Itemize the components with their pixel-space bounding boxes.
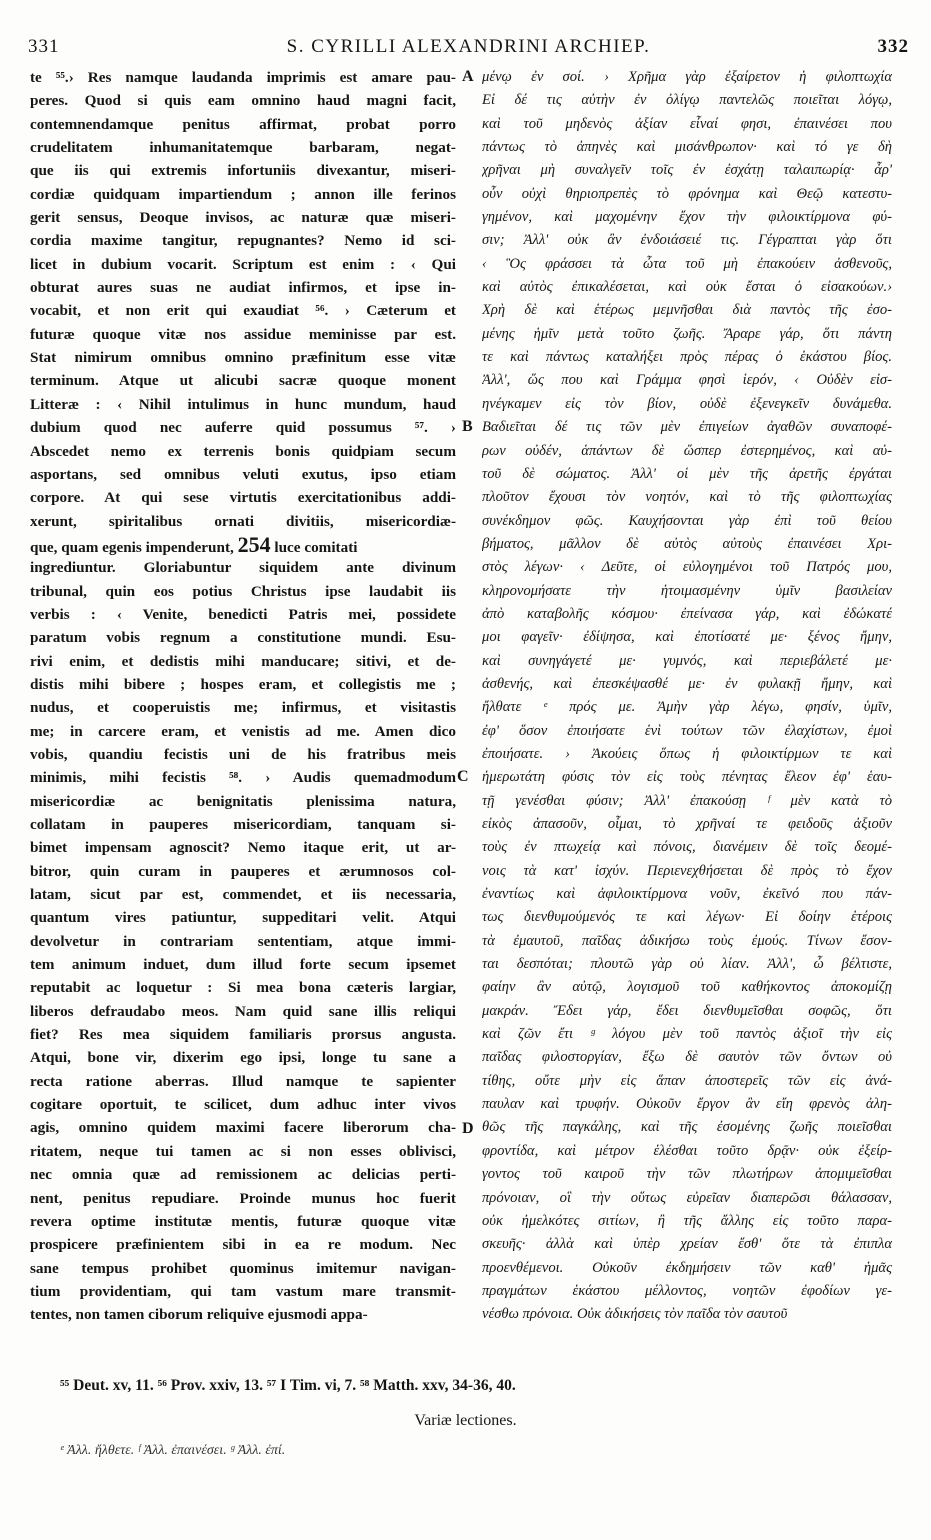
text-line: corpore. At qui sese virtutis exercitationibus addi- [30, 489, 456, 507]
text-line: tium providentiam, qui tam vastum mare transmit- [30, 1282, 456, 1300]
text-line: dubium quod nec auferre quid possumus ⁵⁷. › [30, 419, 456, 437]
text-line: rivi enim, et dedistis mihi manducare; sitivi, et de- [30, 652, 456, 670]
text-line: ἤλθατε ᵉ πρός με. Ἀμὴν γὰρ λέγω, φησίν, ὑμῖν, [482, 699, 892, 716]
text-line: que iis qui extremis infortuniis divexantur, miseri- [30, 162, 456, 180]
text-line: collatam in pauperes misericordiam, tanquam si- [30, 816, 456, 833]
text-line: reputabit ac loquetur : Si mea bona cæteris largiar, [30, 979, 456, 997]
page-number-left: 331 [28, 36, 60, 57]
text-line: bitror, quin curam in pauperes et ærumnosos col- [30, 862, 456, 880]
text-line: τίθης, οὔτε μὴν εἰς ἅπαν ἀποστερεῖς τῶν εἰς ἀνά- [482, 1072, 892, 1089]
text-line: Εἰ δέ τις αὐτὴν ἐν ὀλίγῳ παντελῶς ποιεῖται λόγῳ, [482, 92, 892, 109]
text-line: τοῦ δὲ σώματος. Ἀλλ' οἱ μὲν τῆς ἀρετῆς ἐργάται [482, 465, 892, 482]
text-line: καὶ τοῦ μηδενὸς ἀξίαν εἶναί φησι, ἐπαινέσει που [482, 115, 892, 132]
text-line: peres. Quod si quis eam omnino haud magni facit, [30, 92, 456, 110]
text-line: crudelitatem inhumanitatemque barbaram, negat- [30, 139, 456, 157]
text-line: παῖδας φιλοστοργίαν, ἔξω δὲ σαυτὸν τῶν ὄντων οὐ [482, 1049, 892, 1066]
line-text: que, quam egenis impenderunt, [30, 538, 234, 556]
text-line: τὰ ἐμαυτοῦ, παῖδας ἀδικήσω τοὺς ἐμούς. Τίνων ἔσον- [482, 932, 892, 949]
text-line: verbis : ‹ Venite, benedicti Patris mei, possidete [30, 605, 456, 623]
text-line: γημένον, καὶ μαχομένην ἔχον τὴν φιλοικτίρμονα φύ- [482, 209, 892, 226]
text-line: Abscedet nemo ex terrenis bonis quidpiam secum [30, 442, 456, 460]
text-line: τῇ γενέσθαι φύσιν; Ἀλλ' ἐπακούσῃ ᶠ μὲν κατὰ τὸ [482, 792, 892, 809]
text-line: devolvetur in contrariam sententiam, atque immi- [30, 932, 456, 950]
text-line: φροντίδα, καὶ μέτρον ἑλέσθαι τοῦτο δρᾷν· οὐκ ἐξείρ- [482, 1142, 892, 1159]
text-line: καὶ αὐτὸς ἐπικαλέσεται, καὶ οὐκ ἔσται ὁ εἰσακούων.› [482, 279, 892, 296]
text-line: ηνέγκαμεν εἰς τὸν βίον, οὐδὲ ἐξενεγκεῖν δυνάμεθα. [482, 395, 892, 412]
text-line: μοι φαγεῖν· ἐδίψησα, καὶ ἐποτίσατέ με· ξένος ἤμην, [482, 629, 892, 646]
margin-marker-b: B [462, 418, 473, 435]
text-line: nec omnia quæ ad remissionem ac delicias perti- [30, 1166, 456, 1184]
variae-lectiones-title: Variæ lectiones. [414, 1412, 517, 1429]
footnotes: ⁵⁵ Deut. xv, 11. ⁵⁶ Prov. xxiv, 13. ⁵⁷ I Tim. vi, 7. ⁵⁸ Matth. xxv, 34-36, 40. [60, 1377, 516, 1394]
text-line: liberos defraudabo meos. Nam quid sane illis reliqui [30, 1002, 456, 1020]
text-line: tem animum induet, dum illud forte secum ipsemet [30, 956, 456, 974]
text-line: revera optime institutæ mentis, futuræ quoque vitæ [30, 1212, 456, 1230]
text-line: agis, omnino quidem maximi facere liberorum cha- [30, 1119, 456, 1137]
text-line: νέσθω πρόνοια. Οὐκ ἀδικήσεις τὸν παῖδα τὸν σαυτοῦ [482, 1306, 788, 1323]
text-line: μένης ἡμῖν μετὰ τοῦτο ζωῆς. Ἄραρε γάρ, ὅτι πάντη [482, 325, 892, 342]
text-line: κληρονομήσατε τὴν ἡτοιμασμένην ὑμῖν βασιλείαν [482, 582, 892, 599]
text-line: θῶς τῆς παγκάλης, καὶ τῆς ἐσομένης ζωῆς ποιεῖσθαι [482, 1119, 892, 1136]
text-line: ται δεσπόται; πλουτῶ γὰρ οὐ λίαν. Ἀλλ', ὦ βέλτιστε, [482, 956, 892, 973]
text-line: tentes, non tamen ciborum reliquive ejusmodi appa- [30, 1306, 368, 1324]
text-line: gerit sensus, Deoque invisos, ac naturæ quæ miseri- [30, 209, 456, 227]
text-line: fiet? Res mea siquidem familiaris prorsus angusta. [30, 1026, 456, 1044]
text-line: me; in carcere eram, et venistis ad me. Amen dico [30, 722, 456, 740]
text-line: contemnendamque penitus affirmat, probat porro [30, 115, 456, 133]
text-line: vobis, quandiu fecistis uni de his fratribus meis [30, 745, 456, 763]
line-text-tail: luce comitati [274, 538, 358, 556]
text-line: ἀπὸ καταβολῆς κόσμου· ἐπείνασα γάρ, καὶ ἐδώκατέ [482, 605, 892, 622]
text-line: Βαδιεῖται δέ τις τῶν μὲν ἐπιγείων ἀγαθῶν συναποφέ- [482, 419, 892, 436]
text-line: στὸς λέγων· ‹ Δεῦτε, οἱ εὐλογημένοι τοῦ Πατρός μου, [482, 559, 892, 576]
variae-lectiones: ᵉ Ἀλλ. ἤλθετε. ᶠ Ἀλλ. ἐπαινέσει. ᵍ Ἀλλ. ἐπί. [60, 1443, 286, 1458]
text-line: πάντως τὸ ἀπηνὲς καὶ μισάνθρωπον· καὶ τό γε δὴ [482, 139, 892, 156]
page-number-right: 332 [877, 36, 909, 57]
text-line: πλοῦτον ἔχουσι τὸν νοητόν, καὶ τὸ τῆς φιλοπτωχίας [482, 489, 892, 506]
text-line: ἀσθενής, καὶ ἐπεσκέψασθέ με· ἐν φυλακῇ ἤμην, καὶ [482, 675, 892, 692]
text-line: nudus, et cooperuistis me; infirmus, et visitastis [30, 699, 456, 717]
text-line: τε καὶ πάντως καταλήξει πρὸς πέρας ὁ ἑκάστου βίος. [482, 349, 892, 366]
text-line: nent, penitus repudiare. Proinde munus hoc fuerit [30, 1189, 456, 1207]
text-line: minimis, mihi fecistis ⁵⁸. › Audis quemadmodum [30, 769, 456, 787]
text-line: cordia maxime tangitur, repugnantes? Nemo id sci- [30, 232, 456, 250]
greek-column [482, 66, 892, 1327]
text-line: μακράν. Ἔδει γάρ, ἔδει διενθυμεῖσθαι σοφῶς, ὅτι [482, 1002, 892, 1019]
text-line: προενθέμενοι. Οὐκοῦν ἐκδημήσειν τῶν καθ' ἡμᾶς [482, 1259, 892, 1276]
text-line: Stat nimirum omnibus omnino præfinitum esse vitæ [30, 349, 456, 367]
text-line: obturat aures suas ne audiat infirmos, et ipse in- [30, 279, 456, 297]
text-line: quantum vires patiuntur, suppeditari velit. Atqui [30, 909, 456, 927]
text-line: ἐποιήσατε. › Ἀκούεις ὅπως ἡ φιλοικτίρμων τε καὶ [482, 745, 892, 762]
text-line: sane tempus prohibet quominus imitemur navigan- [30, 1259, 456, 1277]
text-line: paratum vobis regnum a constitutione mundi. Esu- [30, 629, 456, 647]
text-line: σιν; Ἀλλ' οὐκ ἂν ἐνδοιάσειέ τις. Γέγραπται γὰρ ὅτι [482, 232, 892, 249]
margin-marker-d: D [462, 1120, 474, 1137]
text-line: ritatem, neque tui tamen ac si non esses oblivisci, [30, 1142, 456, 1160]
text-line: πρόνοιαν, οἳ τὴν οὕτως εὐρεῖαν διαπερῶσι θάλασσαν, [482, 1189, 892, 1206]
text-line: ingrediuntur. Gloriabuntur siquidem ante divinum [30, 559, 456, 577]
text-line: ἐναντίως καὶ ἀφιλοικτίρμονα νοῦν, ἐκεῖνό που πάν- [482, 886, 892, 903]
text-line: Χρὴ δὲ καὶ ἑτέρως μεμνῆσθαι διὰ παντὸς τῆς ἐσο- [482, 302, 892, 319]
text-line: πραγμάτων ἑκάστου μέλλοντος, νοητῶν ἐφοδίων γε- [482, 1282, 892, 1299]
text-line: εἰκὸς ἁπασοῦν, οἶμαι, τὸ χρῆναί τε φειδοῦς ἀξιοῦν [482, 816, 892, 832]
text-line: recta ratione aberras. Illud namque te sapienter [30, 1072, 456, 1090]
text-line: vocabit, et non erit qui exaudiat ⁵⁶. › Cæterum et [30, 302, 456, 320]
text-line: καὶ ζῶν ἔτι ᵍ λόγου μὲν τοῦ παντὸς ἀξιοῖ τὴν εἰς [482, 1026, 892, 1043]
text-line: asportans, sed omnibus veluti exutus, ipso etiam [30, 465, 456, 483]
text-line: τοὺς ἐν πτωχείᾳ καὶ πόνοις, διανέμειν δὲ τοῖς δεομέ- [482, 839, 892, 856]
text-line: χρῆναι μὴ συναλγεῖν τοῖς ἐν ἐσχάτῃ ταλαιπωρίᾳ· ἆρ' [482, 162, 892, 179]
text-line: τως διενθυμούμενός τε καὶ λέγων· Εἰ δοίην ἑτέροις [482, 909, 892, 926]
text-line: prospicere præfinientem sibi in ea re modum. Nec [30, 1236, 456, 1254]
text-line: latam, sicut par est, commendet, et iis necessaria, [30, 886, 456, 904]
text-line: ‹ Ὃς φράσσει τὰ ὦτα τοῦ μὴ ἐπακούειν ἀσθενοῦς, [482, 255, 892, 272]
text-line: παυλαν καὶ τρυφήν. Οὐκοῦν ἔργον ἂν εἴη φρενὸς ἀλη- [482, 1096, 892, 1113]
text-line: μένῳ ἐν σοί. › Χρῆμα γὰρ ἐξαίρετον ἡ φιλοπτωχία [482, 69, 892, 85]
text-line: distis mihi bibere ; hospes eram, et collegistis me ; [30, 675, 456, 693]
text-line: licet in dubium vocarit. Scriptum est enim : ‹ Qui [30, 255, 456, 273]
text-line: Atqui, bone vir, dixerim ego ipsi, longe tu sane a [30, 1049, 456, 1067]
text-line: cordiæ quidquam impartiendum ; annon ille ferinos [30, 185, 456, 203]
text-line: xerunt, spiritalibus ornati divitiis, misericordiæ- [30, 512, 456, 530]
text-line: σκευῆς· ἀλλὰ καὶ ὑπὲρ χρείαν ἔσθ' ὅτε τὰ ἐπιπλα [482, 1236, 892, 1253]
running-header [28, 36, 909, 64]
margin-marker-c: C [457, 768, 469, 785]
text-line: συνέκδημον φῶς. Καυχήσονται γὰρ ἐπὶ τοῦ θείου [482, 512, 892, 529]
text-line: tribunal, quin eos potius Christus ipse laudabit iis [30, 582, 456, 600]
text-line: ἐφ' ὅσον ἐποιήσατε ἑνὶ τούτων τῶν ἐλαχίστων, ἐμοὶ [482, 722, 892, 739]
text-line: νοις τὰ κατ' ἰσχύν. Περιενεχθήσεται δὲ πρὸς τὸ ἔχον [482, 862, 892, 879]
text-line: cogitare oportuit, te scilicet, dum adhuc inter vivos [30, 1096, 456, 1114]
text-line: γοντος τοῦ καιροῦ τὴν τῶν πλωτήρων ἀπομιμεῖσθαι [482, 1166, 892, 1183]
margin-marker-a: A [462, 68, 474, 85]
text-line: ρων οὐδέν, ἁπάντων δὲ ὥσπερ ἐστερημένος, καὶ αὐ- [482, 442, 892, 459]
text-line: te ⁵⁵.› Res namque laudanda imprimis est amare pau- [30, 69, 456, 86]
inline-page-number: 254 [237, 532, 271, 557]
running-title: S. CYRILLI ALEXANDRINI ARCHIEP. [286, 36, 651, 57]
text-line: οὖν οὐχὶ θηριοπρεπὲς τὸ φρόνημα καὶ Θεῷ κατεστυ- [482, 185, 892, 202]
text-line: φαίην ἂν αὐτῷ, λογισμοῦ τοῦ καθήκοντος ἀποκομίζῃ [482, 979, 892, 996]
text-line: terminum. Atque ut alicubi sacræ quoque monent [30, 372, 456, 390]
text-line: Litteræ : ‹ Nihil intulimus in hunc mundum, haud [30, 395, 456, 413]
text-line: βήματος, μᾶλλον δὲ αὐτὸς αὐτοὺς ἐπαινέσει Χρι- [482, 535, 892, 552]
text-line: καὶ συνηγάγετέ με· γυμνός, καὶ περιεβάλετέ με· [482, 652, 892, 669]
latin-column [30, 66, 456, 1327]
text-line: οὐκ ἠμελκότες σιτίων, ἢ τῆς ἄλλης εἰς τοῦτο παρα- [482, 1212, 892, 1229]
text-line: bimet impensam agnoscit? Nemo itaque erit, ut ar- [30, 839, 456, 857]
text-line: Ἀλλ', ὥς που καὶ Γράμμα φησὶ ἱερόν, ‹ Οὐδὲν εἰσ- [482, 372, 892, 389]
text-line: ἡμερωτάτη φύσις τὸν εἰς τοὺς πένητας ἔλεον ἐφ' ἑαυ- [482, 769, 892, 786]
text-line [30, 533, 456, 556]
text-line: misericordiæ ac benignitatis plenissima natura, [30, 792, 456, 810]
text-line: futuræ quoque vitæ nos assidue meminisse par est. [30, 325, 456, 343]
